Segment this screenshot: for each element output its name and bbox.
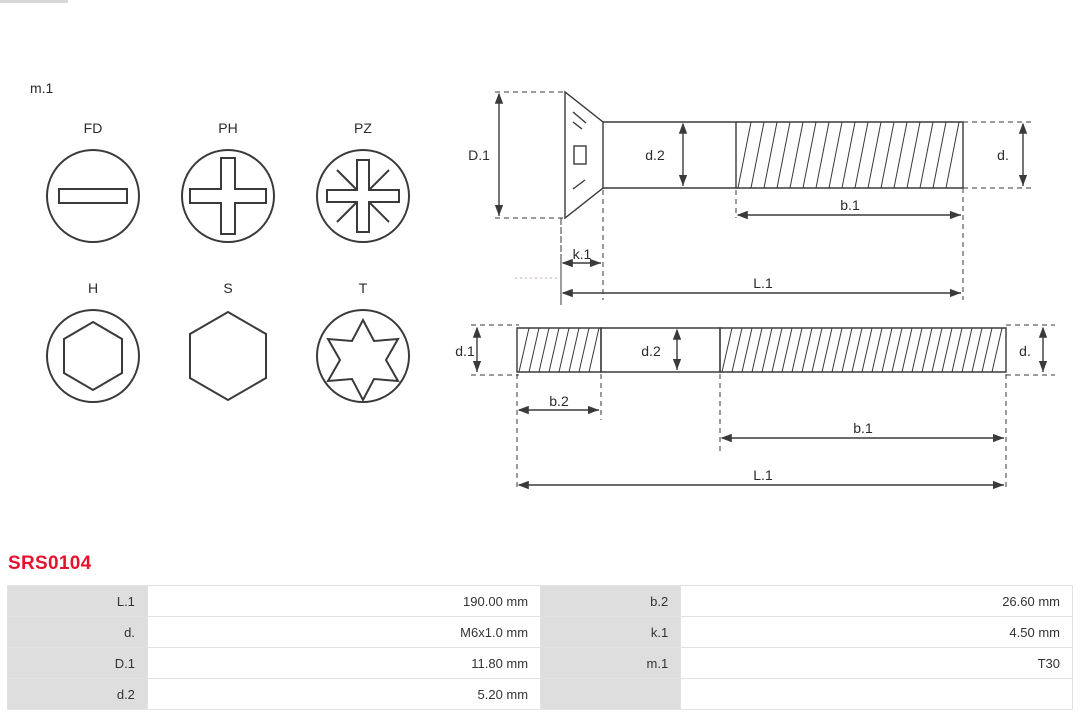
drive-group-label: m.1	[30, 80, 54, 96]
label-stud-middle-dia: d.2	[641, 343, 661, 359]
label-screw-total-len: L.1	[753, 275, 773, 291]
spec-key: m.1	[541, 648, 681, 679]
label-screw-head-dia: D.1	[468, 147, 490, 163]
drive-type-fd	[28, 120, 158, 246]
table-row	[8, 648, 1073, 679]
spec-value-empty	[681, 679, 1073, 710]
label-screw-thread-dia: d.	[997, 147, 1009, 163]
spec-key: D.1	[8, 648, 148, 679]
drive-type-label: FD	[83, 120, 103, 136]
drive-type-ph	[163, 120, 293, 246]
table-row	[8, 679, 1073, 710]
label-stud-total-len: L.1	[753, 467, 773, 483]
part-number-title: SRS0104	[8, 553, 92, 574]
dimension-drawings	[455, 60, 1080, 510]
label-screw-thread-len: b.1	[840, 197, 860, 213]
label-stud-right-thread-len: b.1	[853, 420, 873, 436]
table-row	[8, 617, 1073, 648]
table-row	[8, 586, 1073, 617]
spec-value: 190.00 mm	[147, 586, 540, 617]
drive-type-label: PH	[218, 120, 238, 136]
spec-table	[7, 585, 1073, 710]
spec-value: 5.20 mm	[147, 679, 540, 710]
drive-type-label: PZ	[354, 120, 372, 136]
drive-type-t	[298, 280, 428, 406]
pozidriv-drive-icon	[313, 146, 413, 246]
spec-key: L.1	[8, 586, 148, 617]
drive-type-label: H	[87, 280, 99, 296]
spec-value: 4.50 mm	[681, 617, 1073, 648]
label-stud-left-thread-len: b.2	[549, 393, 569, 409]
drive-type-label: T	[358, 280, 368, 296]
spec-value: T30	[681, 648, 1073, 679]
drive-type-s	[163, 280, 293, 406]
torx-drive-icon	[313, 306, 413, 406]
drive-type-label: S	[223, 280, 233, 296]
label-stud-right-dia: d.	[1019, 343, 1031, 359]
technical-drawing-panel	[455, 60, 1080, 510]
drive-type-h	[28, 280, 158, 406]
spec-key: k.1	[541, 617, 681, 648]
label-screw-shank-dia: d.2	[645, 147, 665, 163]
spec-value: 11.80 mm	[147, 648, 540, 679]
label-screw-head-height: k.1	[572, 246, 592, 262]
spec-key-empty	[541, 679, 681, 710]
spec-key: b.2	[541, 586, 681, 617]
drive-type-pz	[298, 120, 428, 246]
spec-value: M6x1.0 mm	[147, 617, 540, 648]
label-stud-left-dia: d.1	[455, 343, 475, 359]
spec-value: 26.60 mm	[681, 586, 1073, 617]
slotted-drive-icon	[43, 146, 143, 246]
hex-socket-drive-icon	[43, 306, 143, 406]
spec-key: d.2	[8, 679, 148, 710]
drive-types-panel	[0, 60, 470, 500]
top-rule	[0, 0, 68, 3]
phillips-drive-icon	[178, 146, 278, 246]
spec-key: d.	[8, 617, 148, 648]
hex-head-drive-icon	[178, 306, 278, 406]
